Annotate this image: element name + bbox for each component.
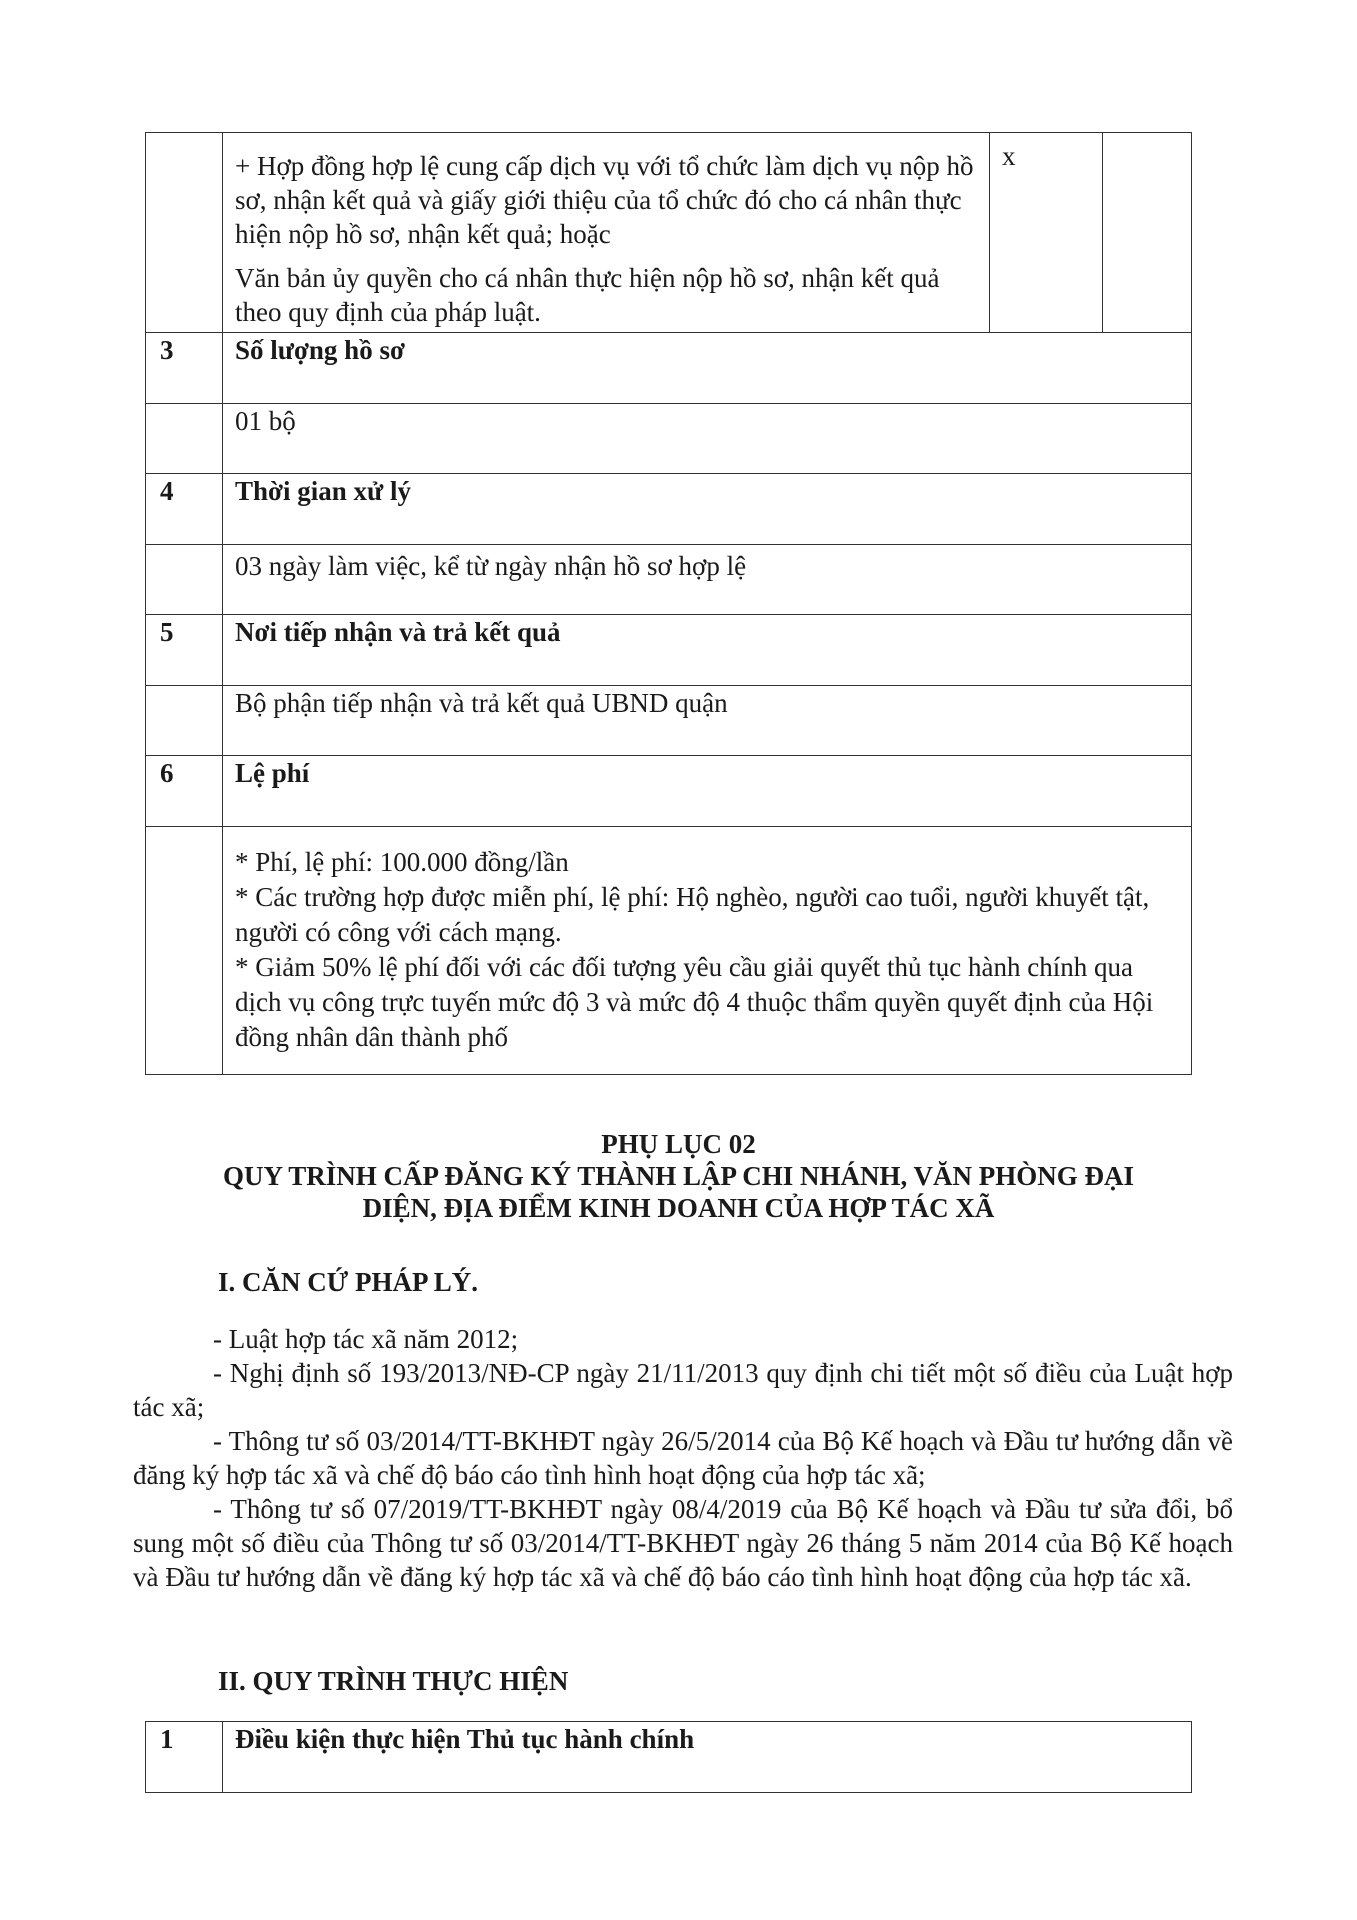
legal-item: - Luật hợp tác xã năm 2012; [213, 1324, 519, 1354]
table-cell-mark [990, 133, 1103, 333]
row-content: 01 bộ [235, 406, 296, 436]
table-row-fee-content [146, 827, 1192, 1075]
appendix-title-line1: QUY TRÌNH CẤP ĐĂNG KÝ THÀNH LẬP CHI NHÁNH, VĂN PHÒNG ĐẠI [222, 1161, 1135, 1191]
legal-item: - Nghị định số 193/2013/NĐ-CP ngày 21/11/2013 quy định chi tiết một số điều của Luật hợp tác xã; [133, 1358, 1233, 1422]
appendix-title-line2: DIỆN, ĐỊA ĐIỂM KINH DOANH CỦA HỢP TÁC XÃ [362, 1193, 995, 1223]
legal-item: - Thông tư số 07/2019/TT-BKHĐT ngày 08/4/2019 của Bộ Kế hoạch và Đầu tư sửa đổi, bổ sung một số điều của Thông tư số 03/2014/TT-BKHĐT ngày 26 tháng 5 năm 2014 của Bộ Kế hoạch và Đầu tư hướng dẫn về đăng ký hợp tác xã và chế độ báo cáo tình hình hoạt động của hợp tác xã. [133, 1494, 1233, 1592]
table-row-heading [146, 756, 1192, 827]
legal-item: - Thông tư số 03/2014/TT-BKHĐT ngày 26/5/2014 của Bộ Kế hoạch và Đầu tư hướng dẫn về đăng ký hợp tác xã và chế độ báo cáo tình hình hoạt động của hợp tác xã; [133, 1426, 1233, 1490]
procedure-table [145, 132, 1192, 1075]
row-number: 4 [160, 476, 174, 506]
table-row-content [146, 404, 1192, 474]
row-content: Bộ phận tiếp nhận và trả kết quả UBND quận [235, 688, 728, 718]
table-cell-empty [1103, 133, 1192, 333]
requirement-contract-text: + Hợp đồng hợp lệ cung cấp dịch vụ với tổ chức làm dịch vụ nộp hồ sơ, nhận kết quả và giấy giới thiệu của tổ chức đó cho cá nhân thực hiện nộp hồ sơ, nhận kết quả; hoặc [235, 151, 974, 249]
section-heading-procedure: II. QUY TRÌNH THỰC HIỆN [218, 1666, 569, 1696]
row-number: 5 [160, 617, 174, 647]
row-heading: Lệ phí [235, 758, 310, 788]
row-heading: Điều kiện thực hiện Thủ tục hành chính [235, 1724, 695, 1754]
fee-line: * Giảm 50% lệ phí đối với các đối tượng yêu cầu giải quyết thủ tục hành chính qua dịch vụ công trực tuyến mức độ 3 và mức độ 4 thuộc thẩm quyền quyết định của Hội đồng nhân dân thành phố [235, 952, 1154, 1052]
row-number: 6 [160, 758, 174, 788]
fee-line: * Các trường hợp được miễn phí, lệ phí: Hộ nghèo, người cao tuổi, người khuyết tật, người có công với cách mạng. [235, 882, 1150, 947]
row-heading: Số lượng hồ sơ [235, 335, 405, 365]
table-row-continuation [146, 133, 1192, 333]
row-heading: Thời gian xử lý [235, 476, 411, 506]
table-cell-content [223, 133, 990, 333]
appendix-title [0, 1128, 1357, 1224]
table-cell-number [146, 133, 223, 333]
table-row-heading [146, 1722, 1192, 1793]
row-number: 1 [160, 1724, 174, 1754]
section-heading-legal-basis: I. CĂN CỨ PHÁP LÝ. [218, 1267, 478, 1297]
table-row-heading [146, 615, 1192, 686]
requirement-authorization-text: Văn bản ủy quyền cho cá nhân thực hiện nộp hồ sơ, nhận kết quả theo quy định của pháp luật. [235, 263, 940, 327]
fee-line: * Phí, lệ phí: 100.000 đồng/lần [235, 847, 569, 877]
check-mark-x: x [1002, 141, 1016, 171]
appendix-label: PHỤ LỤC 02 [601, 1129, 756, 1159]
row-heading: Nơi tiếp nhận và trả kết quả [235, 617, 561, 647]
table-row-heading [146, 474, 1192, 545]
procedure-table-2 [145, 1721, 1192, 1793]
row-number: 3 [160, 335, 174, 365]
legal-basis-list [133, 1322, 1233, 1594]
table-row-heading [146, 333, 1192, 404]
row-content: 03 ngày làm việc, kể từ ngày nhận hồ sơ hợp lệ [235, 551, 747, 581]
table-row-content [146, 545, 1192, 615]
table-row-content [146, 686, 1192, 756]
